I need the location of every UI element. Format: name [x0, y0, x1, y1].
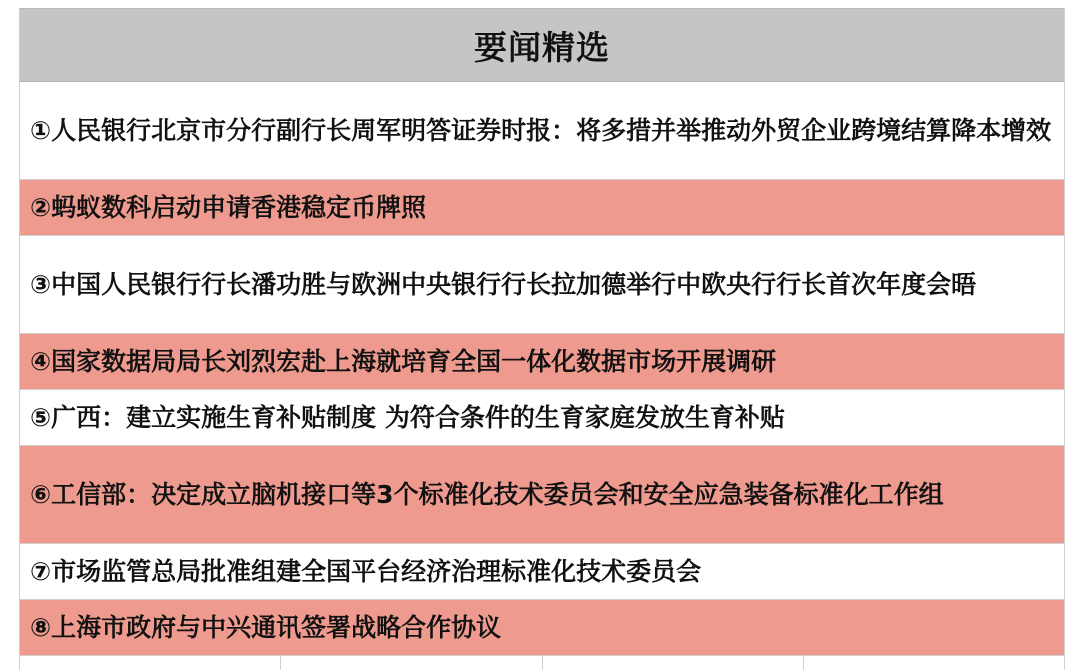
- news-item-text: ⑤广西：建立实施生育补贴制度 为符合条件的生育家庭发放生育补贴: [30, 402, 785, 432]
- news-item-4[interactable]: [20, 334, 1064, 390]
- news-item-7[interactable]: [20, 544, 1064, 600]
- page-title: 要闻精选: [474, 27, 610, 67]
- news-item-6[interactable]: [20, 446, 1064, 544]
- news-item-5[interactable]: [20, 390, 1064, 446]
- news-item-text: ⑦市场监管总局批准组建全国平台经济治理标准化技术委员会: [30, 556, 702, 586]
- table-header: [20, 8, 1064, 82]
- news-item-text: ①人民银行北京市分行副行长周军明答证券时报：将多措并举推动外贸企业跨境结算降本增效: [30, 115, 1052, 145]
- news-table: [19, 8, 1065, 670]
- news-item-2[interactable]: [20, 180, 1064, 236]
- news-item-text: ⑥工信部：决定成立脑机接口等3个标准化技术委员会和安全应急装备标准化工作组: [30, 479, 944, 509]
- news-item-text: ⑧上海市政府与中兴通讯签署战略合作协议: [30, 612, 502, 642]
- news-item-3[interactable]: [20, 236, 1064, 334]
- news-item-8[interactable]: [20, 600, 1064, 656]
- news-item-text: ④国家数据局局长刘烈宏赴上海就培育全国一体化数据市场开展调研: [30, 346, 777, 376]
- news-item-text: ②蚂蚁数科启动申请香港稳定币牌照: [30, 192, 427, 222]
- news-item-text: ③中国人民银行行长潘功胜与欧洲中央银行行长拉加德举行中欧央行行长首次年度会晤: [30, 269, 977, 299]
- news-item-1[interactable]: [20, 82, 1064, 180]
